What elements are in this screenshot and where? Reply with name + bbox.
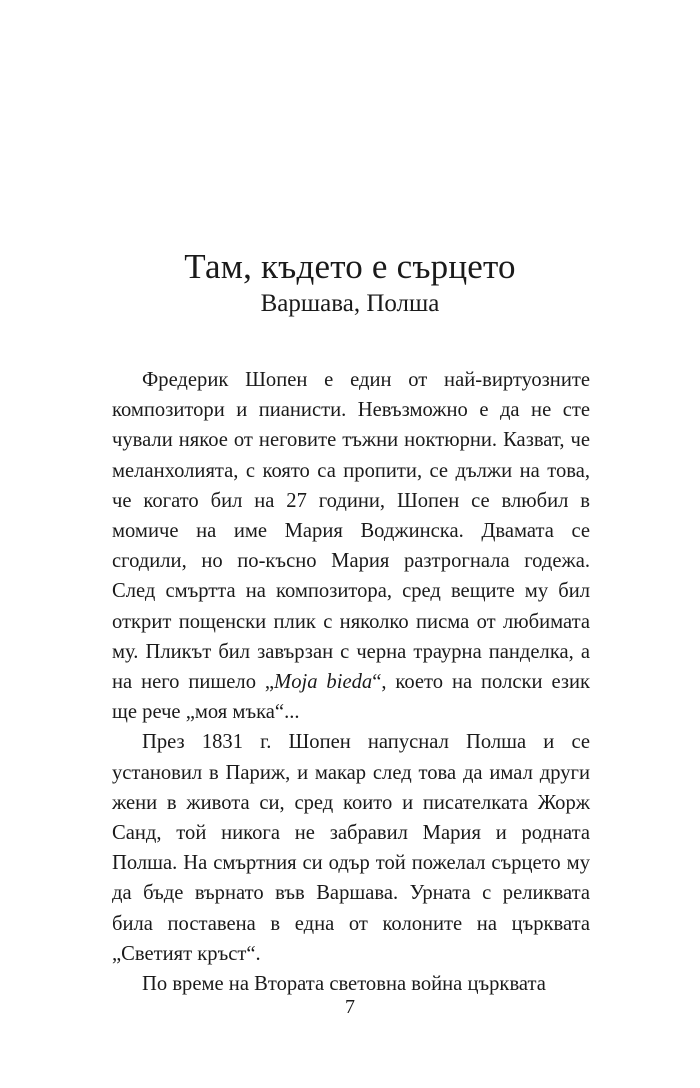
paragraph-1 bbox=[112, 365, 590, 727]
paragraph-2-text: През 1831 г. Шопен напуснал Полша и се установил в Париж, и макар след това да имал други жени в живота си, сред които и писателката Жорж Санд, той никога не забравил Мария и родната Полша. На смъртния си одър той пожелал сърцето му да бъде върнато във Варшава. Урната с реликвата била поставена в една от колоните на църквата „Светият кръст“. bbox=[112, 731, 590, 965]
paragraph-1-italic: Moja bieda bbox=[274, 671, 373, 694]
paragraph-2 bbox=[112, 727, 590, 969]
chapter-subtitle: Варшава, Полша bbox=[260, 290, 440, 317]
paragraph-3-text: По време на Втората световна война църквата bbox=[142, 973, 546, 996]
paragraph-1-text: Фредерик Шопен е един от най-виртуозните композитори и пианисти. Невъзможно е да не сте чували някое от неговите тъжни ноктюрни. Казват, че меланхолията, с която са пропити, се дължи на това, че когато бил на 27 години, Шопен се влюбил в момиче на име Мария Воджинска. Двамата се сгодили, но по-късно Мария разтрогнала годежа. След смъртта на композитора, сред вещите му бил открит пощенски плик с няколко писма от любимата му. Пликът бил завързан с черна траурна панделка, а на него пишело „ bbox=[112, 369, 590, 694]
body-text bbox=[112, 365, 590, 999]
chapter-title: Там, където е сърцето bbox=[184, 247, 516, 286]
page-number: 7 bbox=[345, 996, 355, 1018]
paragraph-1-tail: “, което на полски език ще рече „моя мъка“... bbox=[112, 671, 590, 724]
